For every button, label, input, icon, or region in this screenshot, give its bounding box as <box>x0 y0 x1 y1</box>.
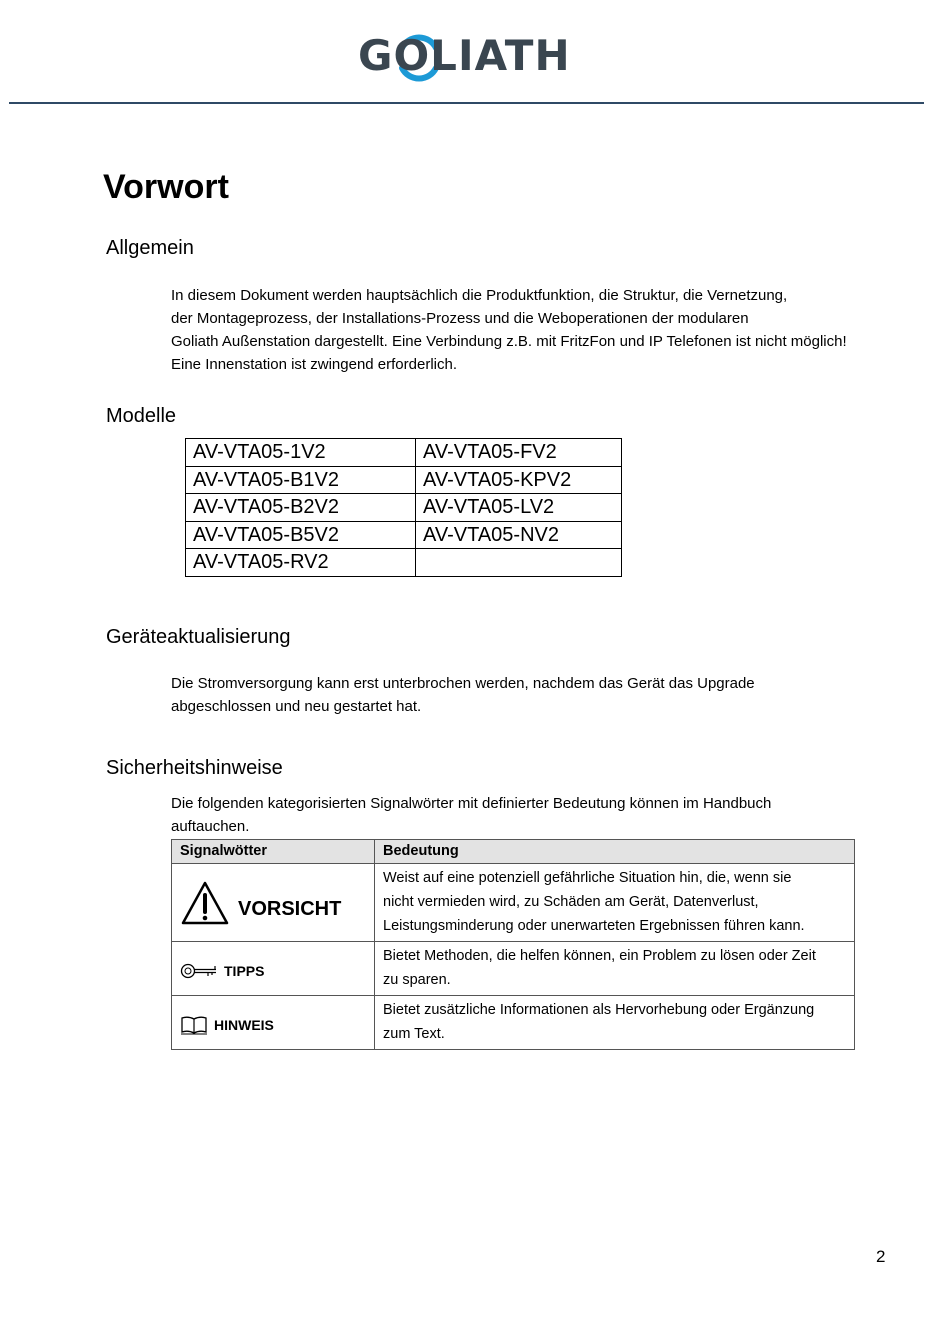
meaning-line: zu sparen. <box>383 972 451 988</box>
table-row <box>172 996 855 1050</box>
signal-word-tipps: TIPPS <box>224 962 265 979</box>
heading-safety: Sicherheitshinweise <box>106 757 283 779</box>
meaning-line: zum Text. <box>383 1026 445 1042</box>
meaning-line: Bietet zusätzliche Informationen als Hervorhebung oder Ergänzung <box>383 1002 815 1018</box>
page-number: 2 <box>876 1247 886 1266</box>
meaning-line: nicht vermieden wird, zu Schäden am Gerät, Datenverlust, <box>383 894 759 910</box>
logo-text: GOLIATH <box>358 31 571 80</box>
model-cell: AV-VTA05-KPV2 <box>416 466 622 494</box>
table-row <box>186 439 622 467</box>
text-line: Eine Innenstation ist zwingend erforderlich. <box>171 356 457 373</box>
header-signalwords: Signalwötter <box>172 840 375 864</box>
table-row <box>186 521 622 549</box>
table-row <box>186 549 622 577</box>
safety-text <box>171 792 771 838</box>
page-title: Vorwort <box>103 168 229 206</box>
table-row <box>172 942 855 996</box>
header-meaning: Bedeutung <box>375 840 855 864</box>
table-row <box>186 494 622 522</box>
text-line: Goliath Außenstation dargestellt. Eine Verbindung z.B. mit FritzFon und IP Telefonen ist nicht möglich! <box>171 333 847 350</box>
model-cell <box>416 549 622 577</box>
model-cell: AV-VTA05-1V2 <box>186 439 416 467</box>
goliath-logo <box>358 22 571 94</box>
text-line: Die folgenden kategorisierten Signalwörter mit definierter Bedeutung können im Handbuch <box>171 795 772 812</box>
model-cell: AV-VTA05-RV2 <box>186 549 416 577</box>
allgemein-text <box>171 284 847 376</box>
signal-word-cell <box>172 942 375 996</box>
signal-word-vorsicht: VORSICHT <box>238 898 342 920</box>
text-line: auftauchen. <box>171 818 250 835</box>
model-cell: AV-VTA05-B1V2 <box>186 466 416 494</box>
heading-allgemein: Allgemein <box>106 237 194 259</box>
model-cell: AV-VTA05-FV2 <box>416 439 622 467</box>
header-rule <box>9 102 924 104</box>
signal-word-cell <box>172 864 375 942</box>
update-text <box>171 672 755 718</box>
model-cell: AV-VTA05-B5V2 <box>186 521 416 549</box>
text-line: In diesem Dokument werden hauptsächlich die Produktfunktion, die Struktur, die Vernetzung, <box>171 287 788 304</box>
key-icon <box>180 962 218 980</box>
signal-word-hinweis: HINWEIS <box>214 1016 274 1033</box>
text-line: abgeschlossen und neu gestartet hat. <box>171 698 422 715</box>
meaning-cell <box>375 942 855 996</box>
meaning-cell <box>375 864 855 942</box>
heading-update: Geräteaktualisierung <box>106 626 291 648</box>
heading-modelle: Modelle <box>106 405 177 427</box>
model-cell: AV-VTA05-NV2 <box>416 521 622 549</box>
meaning-line: Weist auf eine potenziell gefährliche Situation hin, die, wenn sie <box>383 870 792 886</box>
model-cell: AV-VTA05-LV2 <box>416 494 622 522</box>
models-table <box>185 438 622 577</box>
signal-word-cell <box>172 996 375 1050</box>
meaning-line: Leistungsminderung oder unerwarteten Ergebnissen führen kann. <box>383 918 805 934</box>
text-line: Die Stromversorgung kann erst unterbrochen werden, nachdem das Gerät das Upgrade <box>171 675 755 692</box>
table-row <box>172 864 855 942</box>
text-line: der Montageprozess, der Installations-Prozess und die Weboperationen der modularen <box>171 310 749 327</box>
meaning-cell <box>375 996 855 1050</box>
table-header-row <box>172 840 855 864</box>
model-cell: AV-VTA05-B2V2 <box>186 494 416 522</box>
signal-words-table <box>171 839 855 1050</box>
book-icon <box>180 1015 208 1035</box>
meaning-line: Bietet Methoden, die helfen können, ein Problem zu lösen oder Zeit <box>383 948 816 964</box>
warning-triangle-icon <box>180 880 230 926</box>
table-row <box>186 466 622 494</box>
